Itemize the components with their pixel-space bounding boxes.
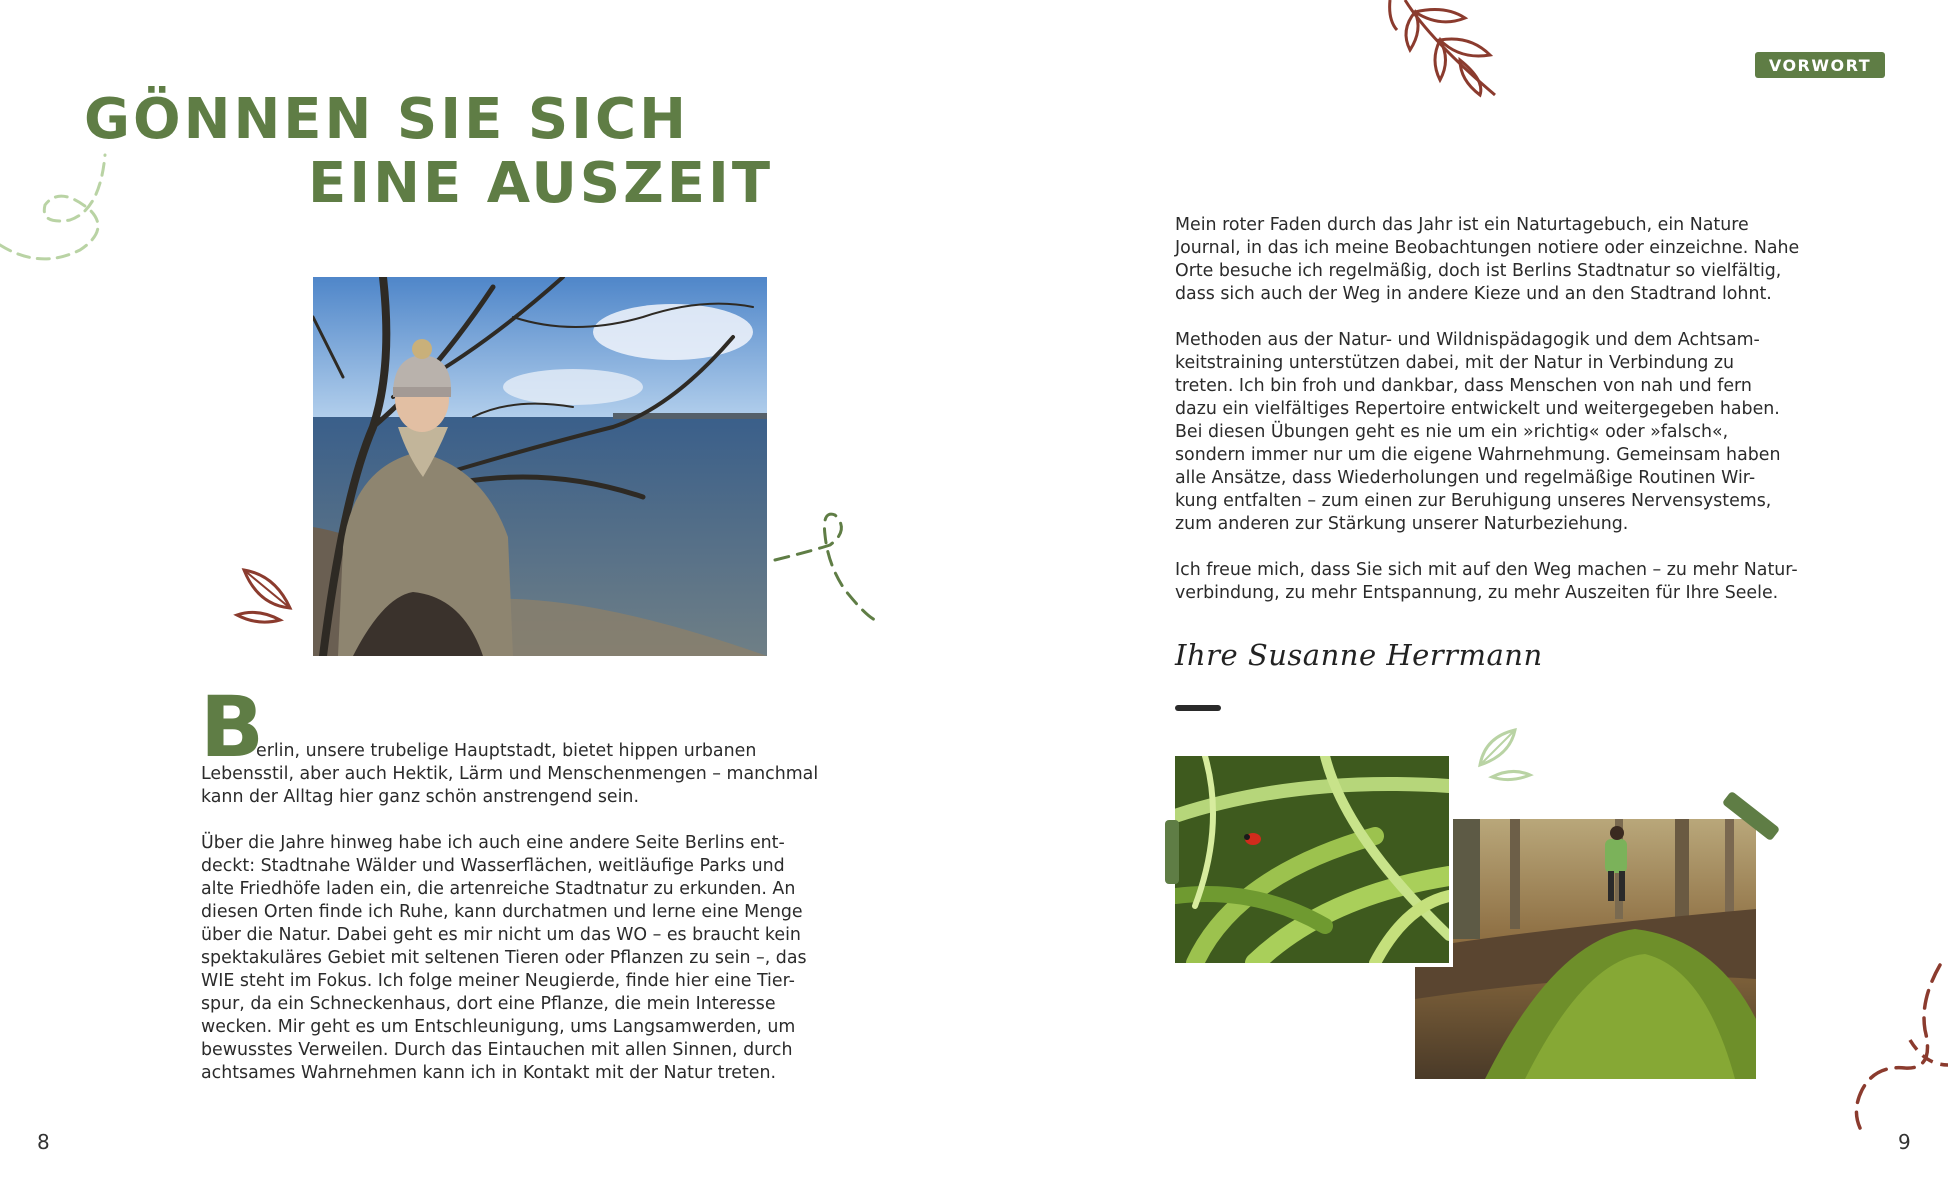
page-title-line-2: EINE AUSZEIT: [308, 151, 774, 216]
text-line: verbindung, zu mehr Entspannung, zu mehr Auszeiten für Ihre Seele.: [1175, 583, 1779, 603]
text-line: diesen Orten finde ich Ruhe, kann durchatmen und lerne eine Menge: [201, 902, 803, 922]
ladybug-photo: [1175, 756, 1449, 963]
dashed-swirl-icon: [1840, 960, 1948, 1130]
text-line: wecken. Mir geht es um Entschleunigung, ums Langsamwerden, um: [201, 1017, 796, 1037]
text-line: bewusstes Verweilen. Durch das Eintauchen mit allen Sinnen, durch: [201, 1040, 793, 1060]
page-number: 9: [1898, 1130, 1911, 1154]
intro-text-left: [200, 678, 841, 1085]
text-line: dass sich auch der Weg in andere Kieze und an den Stadtrand lohnt.: [1175, 284, 1772, 304]
leaf-icon: [230, 560, 300, 630]
paragraph: [201, 832, 841, 1085]
tape-strip: [1165, 820, 1179, 884]
text-line: deckt: Stadtnahe Wälder und Wasserflächen, weitläufige Parks und: [201, 856, 785, 876]
page-number: 8: [37, 1130, 50, 1154]
text-line: dazu ein vielfältiges Repertoire entwickelt und weitergegeben haben.: [1175, 399, 1780, 419]
text-line: Bei diesen Übungen geht es nie um ein »richtig« oder »falsch«,: [1175, 422, 1729, 442]
text-line: keitstraining unterstützen dabei, mit der Natur in Verbindung zu: [1175, 353, 1735, 373]
text-line: sondern immer nur um die eigene Wahrnehmung. Gemeinsam haben: [1175, 445, 1781, 465]
paragraph: [1175, 214, 1815, 306]
text-line: kann der Alltag hier ganz schön anstrengend sein.: [201, 787, 639, 807]
text-line: zum anderen zur Stärkung unserer Naturbeziehung.: [1175, 514, 1629, 534]
text-line: alle Ansätze, dass Wiederholungen und regelmäßige Routinen Wir-: [1175, 468, 1756, 488]
text-line: erlin, unsere trubelige Hauptstadt, bietet hippen urbanen: [256, 741, 757, 761]
dropcap: B: [200, 678, 265, 776]
page-title-line-1: GÖNNEN SIE SICH: [84, 87, 689, 152]
text-line: Über die Jahre hinweg habe ich auch eine andere Seite Berlins ent-: [201, 833, 785, 853]
text-line: über die Natur. Dabei geht es mir nicht um das WO – es braucht kein: [201, 925, 801, 945]
text-line: kung entfalten – zum einen zur Beruhigung unseres Nervensystems,: [1175, 491, 1772, 511]
leaf-branch-icon: [1385, 0, 1505, 100]
author-photo: [313, 277, 767, 656]
intro-text-right: [1175, 214, 1815, 605]
paragraph: [1175, 559, 1815, 605]
text-line: achtsames Wahrnehmen kann ich in Kontakt mit der Natur treten.: [201, 1063, 777, 1083]
paragraph: [1175, 329, 1815, 536]
text-line: treten. Ich bin froh und dankbar, dass Menschen von nah und fern: [1175, 376, 1752, 396]
paragraph: [200, 678, 841, 809]
text-line: Mein roter Faden durch das Jahr ist ein Naturtagebuch, ein Nature: [1175, 215, 1749, 235]
signature-divider: [1175, 705, 1221, 711]
text-line: Ich freue mich, dass Sie sich mit auf den Weg machen – zu mehr Natur-: [1175, 560, 1798, 580]
forest-path-photo: [1415, 819, 1756, 1079]
text-line: WIE steht im Fokus. Ich folge meiner Neugierde, finde hier eine Tier-: [201, 971, 795, 991]
text-line: spur, da ein Schneckenhaus, dort eine Pflanze, die mein Interesse: [201, 994, 776, 1014]
dashed-swirl-icon: [770, 505, 880, 635]
text-line: Journal, in das ich meine Beobachtungen notiere oder einzeichne. Nahe: [1175, 238, 1800, 258]
dashed-swirl-icon: [0, 150, 120, 270]
signature: Ihre Susanne Herrmann: [1175, 638, 1543, 672]
text-line: alte Friedhöfe laden ein, die artenreiche Stadtnatur zu erkunden. An: [201, 879, 796, 899]
text-line: Lebensstil, aber auch Hektik, Lärm und Menschenmengen – manchmal: [201, 764, 819, 784]
leaf-icon: [1470, 725, 1540, 785]
text-line: spektakuläres Gebiet mit seltenen Tieren oder Pflanzen zu sein –, das: [201, 948, 807, 968]
chapter-tag: VORWORT: [1755, 52, 1885, 78]
text-line: Methoden aus der Natur- und Wildnispädagogik und dem Achtsam-: [1175, 330, 1760, 350]
text-line: Orte besuche ich regelmäßig, doch ist Berlins Stadtnatur so vielfältig,: [1175, 261, 1782, 281]
